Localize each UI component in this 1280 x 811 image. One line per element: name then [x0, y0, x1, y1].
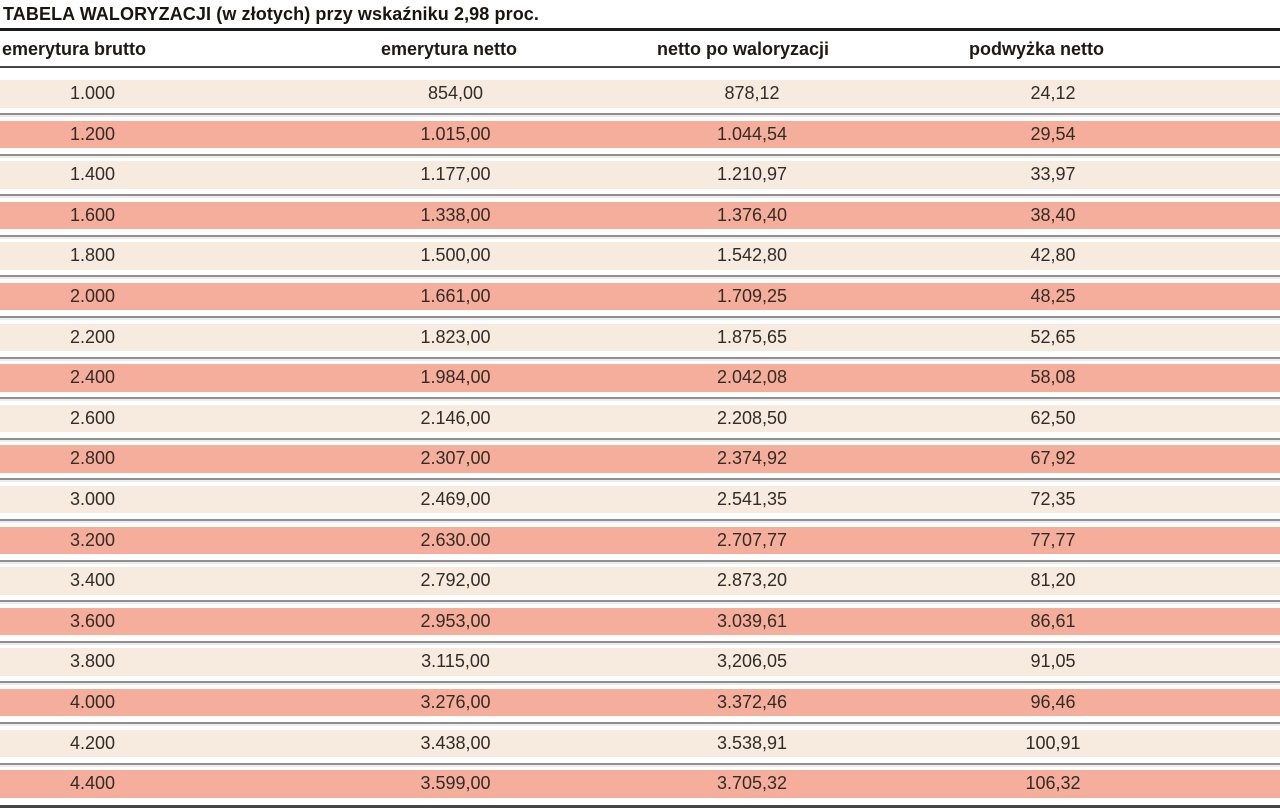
- bottom-gap: [0, 798, 1280, 805]
- cell-podwyzka-netto: 72,35: [1030, 488, 1076, 509]
- table-row: [0, 283, 1280, 311]
- table-row: [0, 161, 1280, 189]
- row-separator: [0, 270, 1280, 283]
- row-separator: [0, 351, 1280, 364]
- cell-podwyzka-netto: 67,92: [1030, 448, 1076, 469]
- row-separator: [0, 432, 1280, 445]
- cell-emerytura-netto: 2.146,00: [420, 407, 491, 428]
- cell-netto-po-waloryzacji: 3.039,61: [716, 610, 788, 631]
- cell-netto-po-waloryzacji: 2.208,50: [716, 407, 788, 428]
- cell-emerytura-brutto: 3.800: [69, 651, 116, 672]
- cell-emerytura-netto: 3.599,00: [420, 773, 491, 794]
- table-row: [0, 730, 1280, 758]
- cell-podwyzka-netto: 91,05: [1030, 651, 1076, 672]
- cell-netto-po-waloryzacji: 3.538,91: [716, 732, 788, 753]
- cell-emerytura-netto: 2.792,00: [420, 570, 491, 591]
- row-separator: [0, 473, 1280, 486]
- column-header-netto: emerytura netto: [381, 39, 518, 59]
- table-row: [0, 648, 1280, 676]
- cell-emerytura-brutto: 1.600: [69, 204, 116, 225]
- table-row: [0, 567, 1280, 595]
- cell-netto-po-waloryzacji: 2.042,08: [716, 367, 788, 388]
- cell-emerytura-brutto: 4.400: [69, 773, 116, 794]
- cell-podwyzka-netto: 58,08: [1030, 367, 1076, 388]
- cell-netto-po-waloryzacji: 1.376,40: [716, 204, 788, 225]
- cell-emerytura-netto: 1.500,00: [420, 245, 491, 266]
- table-row: [0, 486, 1280, 514]
- cell-emerytura-brutto: 3.000: [69, 488, 116, 509]
- cell-emerytura-netto: 3.276,00: [420, 691, 491, 712]
- row-separator: [0, 513, 1280, 526]
- cell-emerytura-netto: 1.177,00: [420, 164, 491, 185]
- cell-emerytura-brutto: 3.600: [69, 610, 116, 631]
- cell-podwyzka-netto: 86,61: [1030, 610, 1076, 631]
- cell-netto-po-waloryzacji: 3.705,32: [716, 773, 788, 794]
- cell-emerytura-brutto: 2.800: [69, 448, 116, 469]
- cell-emerytura-brutto: 3.400: [69, 570, 116, 591]
- table-row: [0, 527, 1280, 555]
- table-row: [0, 202, 1280, 230]
- cell-netto-po-waloryzacji: 1.709,25: [716, 285, 788, 306]
- cell-emerytura-netto: 2.307,00: [420, 448, 491, 469]
- cell-emerytura-netto: 1.661,00: [420, 285, 491, 306]
- row-separator: [0, 554, 1280, 567]
- row-separator: [0, 595, 1280, 608]
- cell-netto-po-waloryzacji: 3,206,05: [716, 651, 788, 672]
- cell-netto-po-waloryzacji: 1.542,80: [716, 245, 788, 266]
- cell-podwyzka-netto: 52,65: [1030, 326, 1076, 347]
- cell-podwyzka-netto: 100,91: [1025, 732, 1081, 753]
- column-header-po-waloryzacji: netto po waloryzacji: [657, 39, 830, 59]
- cell-netto-po-waloryzacji: 3.372,46: [716, 691, 788, 712]
- cell-podwyzka-netto: 81,20: [1030, 570, 1076, 591]
- table-row: [0, 689, 1280, 717]
- cell-emerytura-brutto: 1.200: [69, 123, 116, 144]
- row-separator: [0, 716, 1280, 729]
- column-header-brutto: emerytura brutto: [2, 39, 147, 59]
- row-separator: [0, 310, 1280, 323]
- table-row: [0, 242, 1280, 270]
- cell-podwyzka-netto: 33,97: [1030, 164, 1076, 185]
- cell-emerytura-netto: 2.469,00: [420, 488, 491, 509]
- table-row: [0, 80, 1280, 108]
- cell-emerytura-netto: 2.953,00: [420, 610, 491, 631]
- cell-emerytura-brutto: 1.400: [69, 164, 116, 185]
- row-separator: [0, 148, 1280, 161]
- cell-emerytura-netto: 854,00: [427, 83, 484, 103]
- cell-emerytura-netto: 1.984,00: [420, 367, 491, 388]
- cell-emerytura-brutto: 4.200: [69, 732, 116, 753]
- cell-emerytura-netto: 1.338,00: [420, 204, 491, 225]
- cell-emerytura-brutto: 1.000: [69, 83, 116, 103]
- table-row: [0, 405, 1280, 433]
- cell-emerytura-brutto: 1.800: [69, 245, 116, 266]
- cell-emerytura-brutto: 4.000: [69, 691, 116, 712]
- cell-podwyzka-netto: 96,46: [1030, 691, 1076, 712]
- cell-emerytura-brutto: 2.600: [69, 407, 116, 428]
- cell-netto-po-waloryzacji: 2.873,20: [716, 570, 788, 591]
- table-body: [0, 68, 1280, 798]
- row-separator: [0, 189, 1280, 202]
- cell-podwyzka-netto: 24,12: [1030, 83, 1076, 103]
- cell-emerytura-netto: 3.438,00: [420, 732, 491, 753]
- cell-emerytura-brutto: 2.000: [69, 285, 116, 306]
- cell-netto-po-waloryzacji: 1.210,97: [716, 164, 788, 185]
- row-separator: [0, 676, 1280, 689]
- cell-emerytura-netto: 1.015,00: [420, 123, 491, 144]
- cell-emerytura-brutto: 2.400: [69, 367, 116, 388]
- table-row: [0, 324, 1280, 352]
- cell-emerytura-brutto: 3.200: [69, 529, 116, 550]
- cell-netto-po-waloryzacji: 1.044,54: [716, 123, 788, 144]
- cell-netto-po-waloryzacji: 1.875,65: [716, 326, 788, 347]
- table-row: [0, 770, 1280, 798]
- cell-emerytura-netto: 3.115,00: [421, 651, 490, 672]
- row-separator: [0, 229, 1280, 242]
- cell-podwyzka-netto: 42,80: [1030, 245, 1076, 266]
- table-title: TABELA WALORYZACJI (w złotych) przy wskaźniku 2,98 proc.: [3, 4, 540, 24]
- table-row: [0, 121, 1280, 149]
- cell-netto-po-waloryzacji: 2.707,77: [716, 529, 788, 550]
- row-separator: [0, 108, 1280, 121]
- cell-podwyzka-netto: 38,40: [1030, 204, 1076, 225]
- row-separator: [0, 392, 1280, 405]
- column-header-podwyzka: podwyżka netto: [969, 39, 1105, 59]
- cell-netto-po-waloryzacji: 878,12: [724, 83, 780, 103]
- cell-podwyzka-netto: 62,50: [1030, 407, 1076, 428]
- table-row: [0, 608, 1280, 636]
- cell-netto-po-waloryzacji: 2.541,35: [716, 488, 788, 509]
- table-header-row: [0, 31, 1280, 66]
- cell-podwyzka-netto: 77,77: [1030, 529, 1076, 550]
- cell-podwyzka-netto: 29,54: [1030, 123, 1076, 144]
- cell-podwyzka-netto: 48,25: [1030, 285, 1076, 306]
- cell-emerytura-netto: 1.823,00: [420, 326, 491, 347]
- bottom-divider: [0, 805, 1280, 808]
- cell-emerytura-brutto: 2.200: [69, 326, 116, 347]
- row-separator: [0, 757, 1280, 770]
- row-separator: [0, 635, 1280, 648]
- cell-emerytura-netto: 2.630.00: [420, 529, 491, 550]
- table-row: [0, 364, 1280, 392]
- cell-podwyzka-netto: 106,32: [1025, 773, 1081, 794]
- cell-netto-po-waloryzacji: 2.374,92: [716, 448, 788, 469]
- table-row: [0, 445, 1280, 473]
